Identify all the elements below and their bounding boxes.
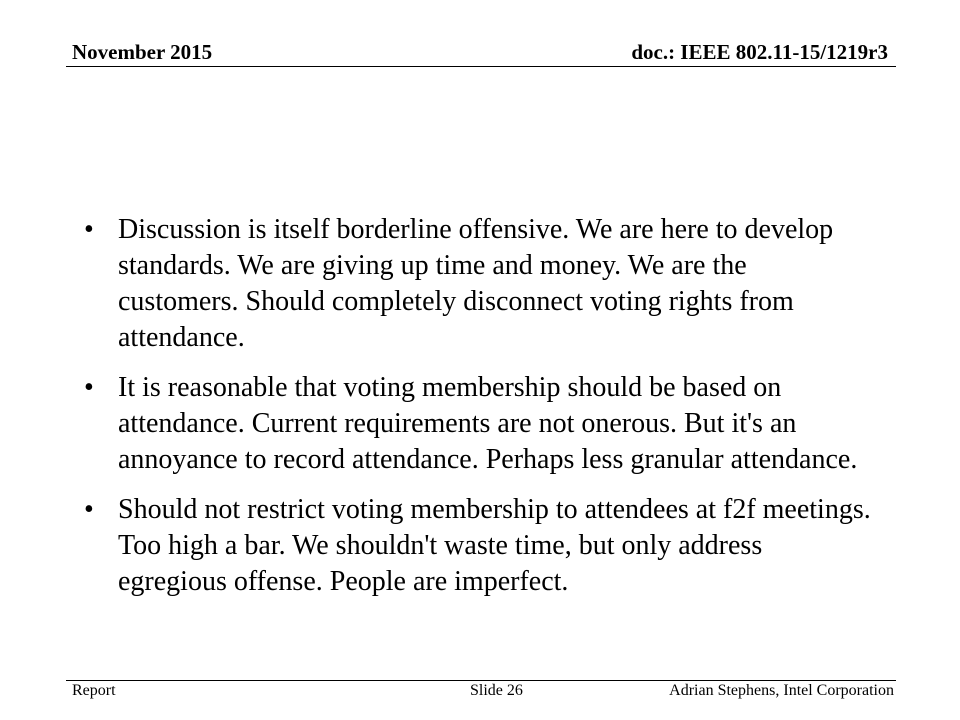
bullet-icon: •	[84, 214, 94, 245]
bullet-item	[84, 492, 874, 600]
bullet-item	[84, 370, 874, 478]
bullet-item	[84, 212, 874, 356]
bullet-text: Discussion is itself borderline offensive. We are here to develop standards. We are giving up time and money. We are the customers. Should completely disconnect voting rights from attendance.	[118, 214, 834, 353]
header-divider	[66, 66, 896, 67]
footer-divider	[66, 680, 896, 681]
footer-report-label: Report	[72, 682, 116, 699]
bullet-text: Should not restrict voting membership to attendees at f2f meetings. Too high a bar. We shouldn't waste time, but only address egregious offense. People are imperfect.	[118, 494, 871, 597]
header-doc-id: doc.: IEEE 802.11-15/1219r3	[631, 40, 888, 64]
footer-slide-number: Slide 26	[470, 682, 523, 699]
bullet-icon: •	[84, 372, 94, 403]
bullet-list	[84, 212, 874, 614]
bullet-text: It is reasonable that voting membership should be based on attendance. Current requirements are not onerous. But it's an annoyance to record attendance. Perhaps less granular attendance.	[118, 372, 858, 475]
header-date: November 2015	[72, 40, 213, 64]
bullet-icon: •	[84, 494, 94, 525]
footer-author: Adrian Stephens, Intel Corporation	[669, 682, 894, 699]
